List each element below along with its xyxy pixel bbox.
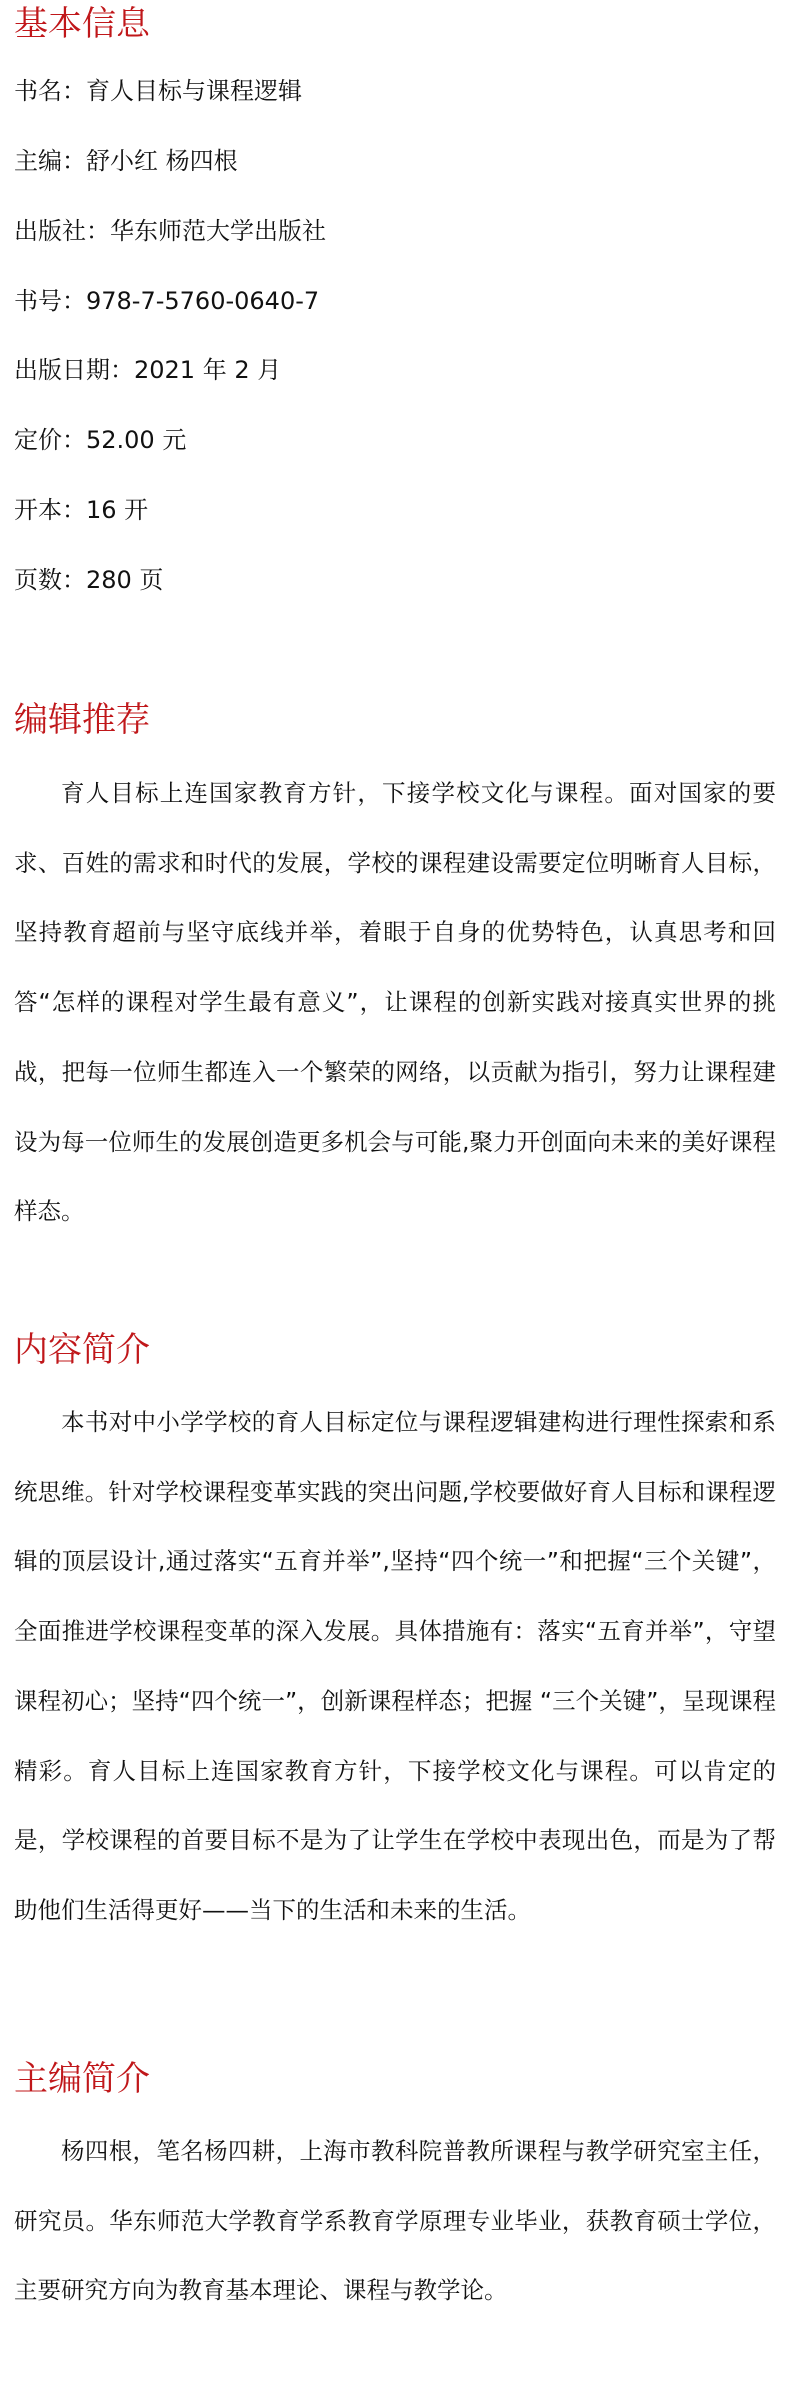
book-title-line: 书名：育人目标与课程逻辑 [14, 77, 302, 105]
editor-intro-text: 杨四根，笔名杨四耕，上海市教科院普教所课程与教学研究室主任，研究员。华东师范大学教育学系教育学原理专业毕业，获教育硕士学位，主要研究方向为教育基本理论、课程与教学论。 [14, 2137, 776, 2305]
publisher-line: 出版社：华东师范大学出版社 [14, 217, 326, 245]
chief-editor-line: 主编：舒小红 杨四根 [14, 147, 238, 175]
format-line: 开本：16 开 [14, 496, 149, 524]
basic-info-heading: 基本信息 [14, 4, 150, 44]
editor-recommendation-text: 育人目标上连国家教育方针，下接学校文化与课程。面对国家的要求、百姓的需求和时代的发展，学校的课程建设需要定位明晰育人目标，坚持教育超前与坚守底线并举，着眼于自身的优势特色，认真思考和回答“怎样的课程对学生最有意义”，让课程的创新实践对接真实世界的挑战，把每一位师生都连入一个繁荣的网络，以贡献为指引，努力让课程建设为每一位师生的发展创造更多机会与可能,聚力开创面向未来的美好课程样态。 [14, 779, 776, 1226]
editor-intro-heading: 主编简介 [14, 2059, 150, 2099]
publication-date-line: 出版日期：2021 年 2 月 [14, 356, 282, 384]
page-count-line: 页数：280 页 [14, 566, 164, 594]
editor-recommendation-heading: 编辑推荐 [14, 700, 150, 740]
isbn-line: 书号：978-7-5760-0640-7 [14, 287, 320, 315]
content-summary-heading: 内容简介 [14, 1330, 150, 1370]
price-line: 定价：52.00 元 [14, 426, 187, 454]
content-summary-text: 本书对中小学学校的育人目标定位与课程逻辑建构进行理性探索和系统思维。针对学校课程变革实践的突出问题,学校要做好育人目标和课程逻辑的顶层设计,通过落实“五育并举”,坚持“四个统一”和把握“三个关键”，全面推进学校课程变革的深入发展。具体措施有：落实“五育并举”，守望课程初心；坚持“四个统一”，创新课程样态；把握 “三个关键”，呈现课程精彩。育人目标上连国家教育方针，下接学校文化与课程。可以肯定的是，学校课程的首要目标不是为了让学生在学校中表现出色，而是为了帮助他们生活得更好——当下的生活和未来的生活。 [14, 1408, 776, 1924]
